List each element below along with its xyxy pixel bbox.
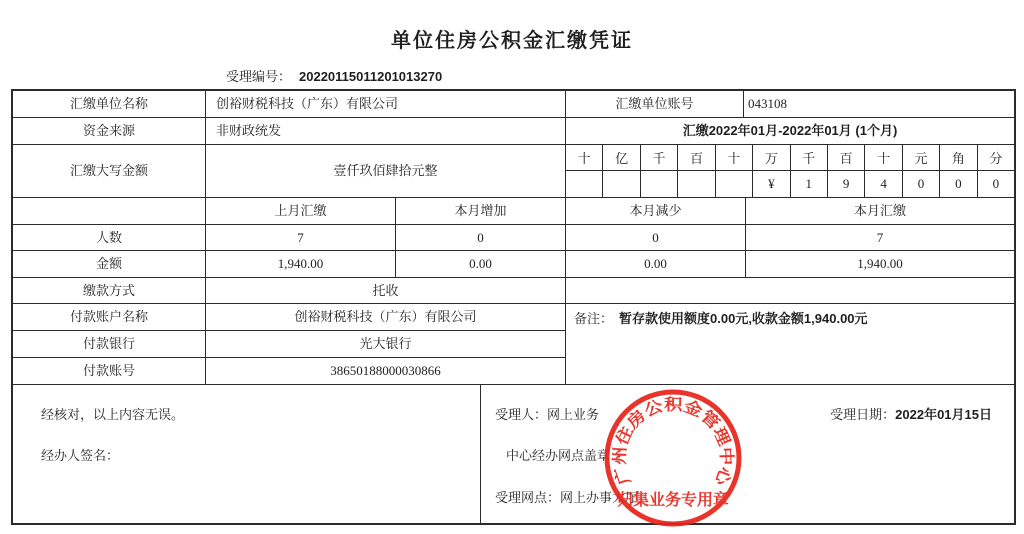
digit-header-row	[565, 144, 1015, 171]
digit-value: 9	[827, 170, 865, 198]
page-title: 单位住房公积金汇缴凭证	[391, 30, 633, 52]
stamp-ring-text: 广州住房公积金管理中心	[611, 396, 735, 487]
digit-header: 十	[565, 144, 603, 171]
remark-cell	[565, 303, 1015, 385]
acceptor-value: 网上业务	[547, 407, 600, 422]
digit-header: 百	[827, 144, 865, 171]
acceptor-label: 受理人：	[495, 407, 548, 422]
digit-value-row	[565, 170, 1015, 198]
accept-date-label: 受理日期：	[830, 407, 896, 422]
payer-name-label: 付款账户名称	[12, 303, 206, 331]
digit-value-currency: ¥	[752, 170, 790, 198]
payer-bank-value: 光大银行	[205, 330, 566, 358]
col-header-this-month: 本月汇缴	[745, 197, 1015, 225]
center-seal-label: 中心经办网点盖章	[506, 448, 611, 463]
amount-words-value: 壹仟玖佰肆拾元整	[205, 144, 566, 198]
digit-header: 千	[790, 144, 828, 171]
signature-label: 经办人签名：	[41, 448, 120, 463]
headcount-last-month: 7	[205, 224, 396, 251]
digit-header: 十	[715, 144, 753, 171]
digit-value: 1	[790, 170, 828, 198]
payment-method-value: 托收	[205, 277, 566, 304]
digit-value: 4	[864, 170, 902, 198]
accept-date-line	[830, 407, 992, 423]
verified-text: 经核对，以上内容无误。	[41, 407, 185, 422]
digit-value: 0	[902, 170, 940, 198]
digit-header: 分	[977, 144, 1015, 171]
accept-branch-value: 网上办事大厅	[560, 490, 639, 505]
blank-cell	[565, 277, 1015, 304]
acceptor-line	[495, 407, 599, 423]
digit-header: 千	[640, 144, 678, 171]
headcount-label: 人数	[12, 224, 206, 251]
headcount-decrease: 0	[565, 224, 746, 251]
headcount-increase: 0	[395, 224, 566, 251]
amount-increase: 0.00	[395, 250, 566, 278]
unit-account-value: 043108	[743, 90, 1015, 118]
verification-cell	[12, 384, 481, 524]
digit-header: 亿	[602, 144, 640, 171]
col-header-month-decrease: 本月减少	[565, 197, 746, 225]
col-header-last-month: 上月汇缴	[205, 197, 396, 225]
digit-header: 元	[902, 144, 940, 171]
digit-value: 0	[977, 170, 1015, 198]
accept-branch-label: 受理网点：	[495, 490, 561, 505]
receipt-number-label: 受理编号：	[226, 69, 292, 84]
col-header-month-increase: 本月增加	[395, 197, 566, 225]
accept-date-value: 2022年01月15日	[895, 407, 992, 422]
remark-label: 备注：	[574, 311, 614, 326]
unit-account-label: 汇缴单位账号	[565, 90, 744, 118]
digit-header: 十	[864, 144, 902, 171]
acceptance-cell	[480, 384, 1015, 524]
remit-period: 汇缴2022年01月-2022年01月 (1个月)	[565, 117, 1015, 145]
digit-value	[715, 170, 753, 198]
stamp-bottom-text: 归集业务专用章	[616, 492, 730, 509]
digit-header: 万	[752, 144, 790, 171]
unit-name-label: 汇缴单位名称	[12, 90, 206, 118]
payer-account-label: 付款账号	[12, 357, 206, 385]
digit-value	[677, 170, 715, 198]
digit-value: 0	[939, 170, 977, 198]
digit-value	[640, 170, 678, 198]
amount-last-month: 1,940.00	[205, 250, 396, 278]
fund-source-value: 非财政统发	[205, 117, 566, 145]
official-stamp	[601, 386, 745, 530]
amount-label: 金额	[12, 250, 206, 278]
headcount-this-month: 7	[745, 224, 1015, 251]
fund-source-label: 资金来源	[12, 117, 206, 145]
digit-header: 角	[939, 144, 977, 171]
digit-value	[565, 170, 603, 198]
digit-header: 百	[677, 144, 715, 171]
remark-text: 暂存款使用额度0.00元,收款金额1,940.00元	[619, 311, 868, 326]
payer-name-value: 创裕财税科技（广东）有限公司	[205, 303, 566, 331]
receipt-number-value: 20220115011201013270	[299, 69, 443, 84]
payer-bank-label: 付款银行	[12, 330, 206, 358]
digit-value	[602, 170, 640, 198]
amount-decrease: 0.00	[565, 250, 746, 278]
payment-method-label: 缴款方式	[12, 277, 206, 304]
unit-name-value: 创裕财税科技（广东）有限公司	[205, 90, 566, 118]
amount-words-label: 汇缴大写金额	[12, 144, 206, 198]
receipt-number-line	[226, 66, 442, 85]
payer-account-value: 38650188000030866	[205, 357, 566, 385]
blank-cell	[12, 197, 206, 225]
amount-this-month: 1,940.00	[745, 250, 1015, 278]
